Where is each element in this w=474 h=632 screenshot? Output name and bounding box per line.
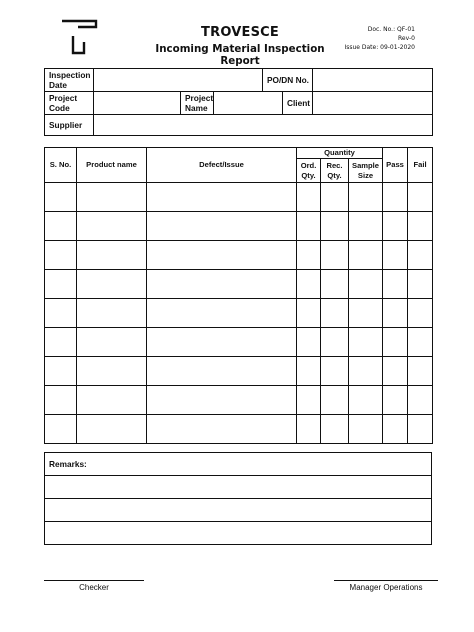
po-dn-label: PO/DN No.	[263, 69, 313, 92]
table-cell[interactable]	[349, 241, 383, 270]
remarks-line[interactable]	[45, 522, 432, 545]
checker-label: Checker	[79, 583, 109, 592]
table-row	[45, 328, 433, 357]
manager-signature-line	[334, 580, 438, 581]
table-cell[interactable]	[147, 357, 297, 386]
table-cell[interactable]	[349, 415, 383, 444]
table-cell[interactable]	[383, 357, 408, 386]
table-cell[interactable]	[77, 328, 147, 357]
table-cell[interactable]	[45, 183, 77, 212]
table-cell[interactable]	[383, 328, 408, 357]
table-cell[interactable]	[383, 183, 408, 212]
table-cell[interactable]	[408, 415, 433, 444]
project-code-field[interactable]	[94, 92, 181, 115]
table-cell[interactable]	[383, 386, 408, 415]
table-cell[interactable]	[297, 386, 321, 415]
table-cell[interactable]	[383, 270, 408, 299]
table-cell[interactable]	[408, 270, 433, 299]
table-cell[interactable]	[45, 357, 77, 386]
report-title: Incoming Material Inspection Report	[155, 43, 325, 67]
table-row	[45, 241, 433, 270]
table-cell[interactable]	[383, 415, 408, 444]
po-dn-field[interactable]	[313, 69, 433, 92]
table-cell[interactable]	[147, 386, 297, 415]
client-field[interactable]	[313, 92, 433, 115]
table-cell[interactable]	[297, 183, 321, 212]
table-cell[interactable]	[77, 270, 147, 299]
revision: Rev-0	[398, 34, 415, 42]
inspection-info-table	[44, 68, 433, 136]
table-cell[interactable]	[45, 212, 77, 241]
table-row	[45, 357, 433, 386]
table-cell[interactable]	[147, 241, 297, 270]
inspection-date-field[interactable]	[94, 69, 263, 92]
table-cell[interactable]	[147, 299, 297, 328]
supplier-field[interactable]	[94, 115, 433, 136]
table-cell[interactable]	[349, 357, 383, 386]
table-cell[interactable]	[297, 212, 321, 241]
supplier-label: Supplier	[45, 115, 94, 136]
table-cell[interactable]	[321, 183, 349, 212]
table-cell[interactable]	[77, 415, 147, 444]
table-cell[interactable]	[408, 386, 433, 415]
col-sno: S. No.	[45, 148, 77, 183]
col-pass: Pass	[383, 148, 408, 183]
table-cell[interactable]	[408, 183, 433, 212]
issue-date: Issue Date: 09-01-2020	[344, 43, 415, 51]
table-cell[interactable]	[349, 212, 383, 241]
table-cell[interactable]	[321, 212, 349, 241]
table-row	[45, 299, 433, 328]
company-logo	[60, 18, 100, 60]
remarks-line[interactable]	[45, 476, 432, 499]
checker-signature-line	[44, 580, 144, 581]
col-sample-size: Sample Size	[349, 159, 383, 183]
table-cell[interactable]	[297, 241, 321, 270]
table-cell[interactable]	[321, 415, 349, 444]
table-cell[interactable]	[147, 415, 297, 444]
table-cell[interactable]	[77, 386, 147, 415]
table-cell[interactable]	[383, 212, 408, 241]
table-cell[interactable]	[45, 241, 77, 270]
table-row	[45, 212, 433, 241]
client-label: Client	[283, 92, 313, 115]
table-cell[interactable]	[321, 386, 349, 415]
doc-number: Doc. No.: QF-01	[367, 26, 415, 33]
col-defect-issue: Defect/Issue	[147, 148, 297, 183]
table-cell[interactable]	[45, 386, 77, 415]
inspection-date-label: Inspection Date	[45, 69, 94, 92]
remarks-table	[44, 452, 432, 545]
table-cell[interactable]	[297, 415, 321, 444]
table-cell[interactable]	[147, 328, 297, 357]
col-fail: Fail	[408, 148, 433, 183]
table-cell[interactable]	[408, 328, 433, 357]
table-cell[interactable]	[349, 183, 383, 212]
table-cell[interactable]	[45, 328, 77, 357]
project-code-label: Project Code	[45, 92, 94, 115]
table-cell[interactable]	[408, 212, 433, 241]
table-row	[45, 415, 433, 444]
table-cell[interactable]	[45, 270, 77, 299]
table-cell[interactable]	[77, 183, 147, 212]
table-cell[interactable]	[383, 299, 408, 328]
table-cell[interactable]	[77, 241, 147, 270]
table-cell[interactable]	[297, 357, 321, 386]
table-cell[interactable]	[77, 299, 147, 328]
table-cell[interactable]	[349, 386, 383, 415]
table-cell[interactable]	[147, 183, 297, 212]
table-cell[interactable]	[147, 212, 297, 241]
col-quantity-group: Quantity	[297, 148, 383, 159]
table-cell[interactable]	[383, 241, 408, 270]
col-ord-qty: Ord. Qty.	[297, 159, 321, 183]
table-cell[interactable]	[297, 270, 321, 299]
project-name-label: Project Name	[181, 92, 214, 115]
table-cell[interactable]	[77, 357, 147, 386]
table-row	[45, 183, 433, 212]
table-cell[interactable]	[321, 241, 349, 270]
table-cell[interactable]	[297, 328, 321, 357]
table-cell[interactable]	[349, 299, 383, 328]
table-cell[interactable]	[45, 299, 77, 328]
inspection-items-table	[44, 147, 433, 444]
table-cell[interactable]	[147, 270, 297, 299]
col-rec-qty: Rec. Qty.	[321, 159, 349, 183]
table-cell[interactable]	[408, 357, 433, 386]
table-cell[interactable]	[297, 299, 321, 328]
table-cell[interactable]	[321, 328, 349, 357]
table-cell[interactable]	[408, 299, 433, 328]
table-cell[interactable]	[408, 241, 433, 270]
table-cell[interactable]	[45, 415, 77, 444]
table-cell[interactable]	[349, 270, 383, 299]
table-row	[45, 270, 433, 299]
project-name-field[interactable]	[214, 92, 283, 115]
table-cell[interactable]	[321, 270, 349, 299]
table-cell[interactable]	[321, 357, 349, 386]
col-product-name: Product name	[77, 148, 147, 183]
remarks-label: Remarks:	[45, 453, 432, 476]
company-name: TROVESCE	[201, 25, 279, 40]
table-cell[interactable]	[349, 328, 383, 357]
table-row	[45, 386, 433, 415]
document-meta	[340, 26, 415, 52]
remarks-line[interactable]	[45, 499, 432, 522]
table-cell[interactable]	[77, 212, 147, 241]
manager-operations-label: Manager Operations	[349, 583, 423, 592]
table-cell[interactable]	[321, 299, 349, 328]
